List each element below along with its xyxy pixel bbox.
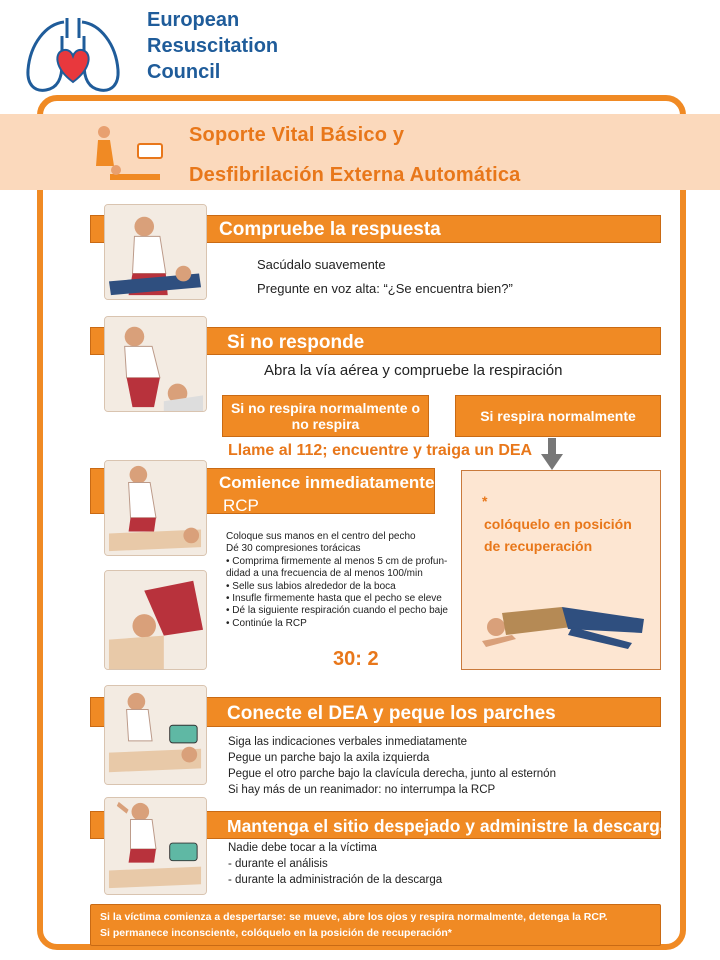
title-illustration xyxy=(90,116,168,190)
page-title-line-2: Desfibrilación Externa Automática xyxy=(189,164,521,186)
cpr-line-3: • Comprima firmemente al menos 5 cm de profun- xyxy=(226,555,448,567)
recovery-asterisk: * xyxy=(482,493,488,509)
arrow-down-icon xyxy=(541,438,563,470)
page-title-line-1: Soporte Vital Básico y xyxy=(189,124,405,146)
cpr-instructions xyxy=(226,531,448,630)
cpr-line-5: • Selle sus labios alrededor de la boca xyxy=(226,580,396,592)
aed-line-1: Siga las indicaciones verbales inmediatamente xyxy=(228,736,468,748)
check-response-line-1: Sacúdalo suavemente xyxy=(257,257,386,272)
cpr-line-7: • Dé la siguiente respiración cuando el pecho baje xyxy=(226,605,448,617)
call-112-text: Llame al 112; encuentre y traiga un DEA xyxy=(228,442,533,459)
recovery-position-illustration xyxy=(472,583,652,651)
org-name-line-3: Council xyxy=(147,61,221,83)
shock-instructions xyxy=(228,840,442,888)
recovery-line-2: de recuperación xyxy=(484,538,593,554)
org-name-line-2: Resuscitation xyxy=(147,35,279,57)
aed-pads-photo xyxy=(104,685,207,785)
cpr-line-8: • Continúe la RCP xyxy=(226,617,307,629)
recovery-position-box xyxy=(461,470,661,670)
shock-photo xyxy=(104,797,207,895)
step-no-response-heading: Si no responde xyxy=(227,332,365,353)
step-check-response-heading: Compruebe la respuesta xyxy=(219,219,441,240)
rescue-breaths-photo xyxy=(104,570,207,670)
compressions-photo xyxy=(104,460,207,556)
cpr-line-2: Dé 30 compresiones torácicas xyxy=(226,543,361,555)
cpr-line-1: Coloque sus manos en el centro del pecho xyxy=(226,531,416,542)
cpr-line-6: • Insufle firmemente hasta que el pecho se eleve xyxy=(226,593,442,605)
org-name-line-1: European xyxy=(147,9,240,31)
aed-line-4: Si hay más de un reanimador: no interrumpa la RCP xyxy=(228,784,496,796)
recovery-line-1: colóquelo en posición xyxy=(484,516,632,532)
choice-breathing: Si respira normalmente xyxy=(455,395,661,437)
check-response-photo xyxy=(104,204,207,300)
airway-instruction: Abra la vía aérea y compruebe la respiración xyxy=(264,362,563,379)
cpr-line-4: didad a una frecuencia de al menos 100/min xyxy=(226,568,423,580)
aed-line-3: Pegue el otro parche bajo la clavícula derecha, junto al esternón xyxy=(228,768,556,780)
footer-line-2: Si permanece inconsciente, colóquelo en la posición de recuperación* xyxy=(100,927,452,939)
shock-line-2: - durante el análisis xyxy=(228,858,328,870)
check-response-line-2: Pregunte en voz alta: “¿Se encuentra bien?” xyxy=(257,281,513,296)
step-aed-heading: Conecte el DEA y peque los parches xyxy=(227,703,556,724)
footer-line-1: Si la víctima comienza a despertarse: se mueve, abre los ojos y respira normalmente, detenga la RCP. xyxy=(100,911,608,923)
step-cpr-heading-line-2: RCP xyxy=(223,496,259,515)
aed-line-2: Pegue un parche bajo la axila izquierda xyxy=(228,752,430,764)
erc-logo-icon xyxy=(24,14,122,96)
aed-instructions xyxy=(228,734,556,798)
airway-photo xyxy=(104,316,207,412)
shock-line-3: - durante la administración de la descarga xyxy=(228,874,443,886)
step-cpr-heading-line-1: Comience inmediatamente xyxy=(219,473,435,492)
cpr-ratio: 30: 2 xyxy=(333,648,379,670)
step-shock-heading: Mantenga el sitio despejado y administre la descarga xyxy=(227,816,670,836)
footer-box xyxy=(90,904,661,946)
choice-not-breathing: Si no respira normalmente o no respira xyxy=(222,395,429,437)
shock-line-1: Nadie debe tocar a la víctima xyxy=(228,842,377,854)
